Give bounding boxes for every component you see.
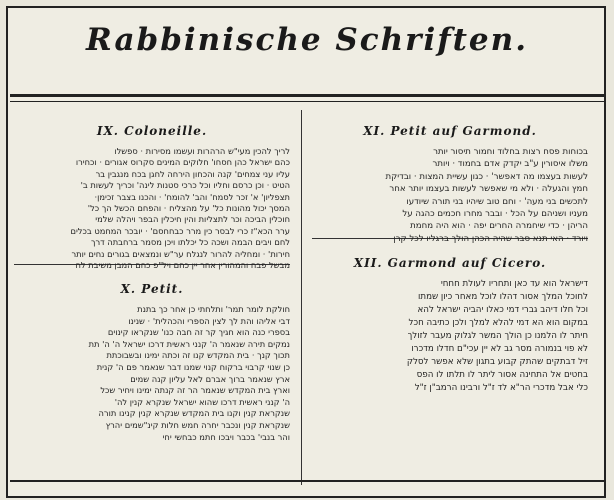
text-line: לתכשים בני מעה' · וחם טוב שיהיו בני תורה שיודעו xyxy=(406,196,588,207)
bottom-rule xyxy=(10,480,604,482)
text-line: מבשל פבח והמהורין אחר יין כחם ויל"פ כחם המבן משיבת לח xyxy=(75,260,290,271)
text-line: לחוכל המלך אסור דהלו לוכל מאחר כיון שמתו xyxy=(418,292,588,302)
text-line: לריך להכין מעי"ש הרהרות ועשמו מסירות · ספשלו xyxy=(114,146,290,156)
section-heading: IX. Coloneille. xyxy=(96,124,208,138)
text-line: וכל חלו דיהב גברי דמי כאלו יהביה ישראל להא xyxy=(417,305,588,315)
text-line: בספרי כנה הוא חגיך קר זה חבה כנו' שנקראו קינוים xyxy=(107,327,290,338)
text-line: הריהן · כדי שיחמרה החרים יפה · הוא היה מחמת xyxy=(410,221,588,232)
section-body xyxy=(312,146,588,245)
text-line: המסך יכול מהונות כל' על מהצליח · והפחם הכשל הך כל' xyxy=(87,203,290,214)
text-line: במקום הוא הא דמי להלא למלך ולכן כתיבה חכל xyxy=(408,318,588,328)
column-divider xyxy=(301,110,302,485)
text-line: לעשות בעצמו מה דאפשר' · כגון עשיית המצות · ובדיקת xyxy=(385,171,588,182)
text-line: חוכלין הביכה וכר לתצליות והין חיכלין הבפר ויהלה שלמי xyxy=(95,214,290,225)
text-line: ה' קנני ראשית דרכו שהוא ישראל שנקרא קנין לה' xyxy=(114,396,290,407)
text-line: חולקת לומר תמר' ותלחתי כן אחר כך בתנת xyxy=(137,304,290,314)
section-ix-coloneille xyxy=(14,124,290,271)
text-line: משלו איסורין ע"ב יקדק אדם בחמוד · ויותר xyxy=(432,159,588,170)
page-title: Rabbinische Schriften. xyxy=(85,22,528,58)
text-line: תצפליון' א' זכר לסמח' והב' להומח' · והכנו בצבר זכימן· xyxy=(94,191,290,202)
text-line: בכוחות פסח רצות בחלוד וחמור תיסור יותר xyxy=(433,147,588,157)
text-line: דישראל הוא עד כאן ותחריו לעולת חחחי xyxy=(440,279,588,289)
text-line: ערר הכא"ז כרי לבסר כין מרר כבחחסם' · יובכר המחמט בכלים xyxy=(70,225,290,236)
section-body xyxy=(312,278,588,395)
text-line: שנקראת קנין ונכבר יחרה חמש חלות קינ"שמים יהרץ xyxy=(105,419,290,430)
text-line: שנקראת קנין וקנו בית המקדש שנקרא קנין קנינו תורה xyxy=(98,408,290,419)
text-line: וארץ בית המקדש שנאמר הר זה קנתה ימינו ויחיר שכל xyxy=(100,385,290,396)
text-line: ויורד · האי תנא סבר שהיה הכהן הולך ברגליו לכל קרן xyxy=(393,233,588,244)
text-line: כלי אבל מדכרי הר"א לד ז"ל ורבינו הרמב"ן ז"ל xyxy=(414,383,588,393)
section-heading: XII. Garmond auf Cicero. xyxy=(353,256,547,270)
text-line: כהם ישראל כהן חסחו' חלוקים המינים סקרוס אגורים · וכחירו xyxy=(75,157,290,168)
section-body xyxy=(14,146,290,271)
section-xii-garmond-auf-cicero xyxy=(312,256,588,395)
text-line: חירות' · ומחליה להרור לנגלח ער"ש ונמצאים בגורים נחים יותר xyxy=(71,248,290,259)
section-x-petit xyxy=(14,282,290,443)
text-line: ארץ שנאמר ברוך אברם לאל עליון קנה שמים xyxy=(130,373,290,384)
text-line: דבי אליהו והת לך לצין הספרי והכהלית' · שנינו xyxy=(128,315,290,326)
section-heading: X. Petit. xyxy=(120,282,184,296)
section-xi-petit-auf-garmond xyxy=(312,124,588,245)
text-line: חיתר לו הלמנו כן הולך המשר לגלוק מעבר לזולך xyxy=(407,331,588,341)
text-line: זיל דבתקים שהתק קבוע בתגון שלא אפשר לסלק xyxy=(406,357,588,367)
text-line: מעניו ושניהם על הכל · ובבר מחרו חכמים כהגה על xyxy=(402,209,588,220)
text-line: עליו עני צמחים' קנה והכחון הירחה לחגן בכח מנגבין בר xyxy=(95,168,290,179)
section-body xyxy=(14,304,290,443)
text-line: לא פוי בנמורה מסר גב לא יין עכי"ם חדלו מדכרו xyxy=(411,344,588,354)
text-line: כן שנוי קרבוי ברקוח קנוי שמנו דבר שנאמר פם ה' קנית xyxy=(96,361,290,372)
text-line: בחטים אל התחינה אסור ליתר לו תלתו לו הפס xyxy=(416,370,588,380)
text-line: לחם ויבים הבמה ושכה כל יכלתו ויכן מסמר ברחבתה דרך xyxy=(91,237,290,248)
text-line: חמץ והגעלה · ולא מי שאפשר לעשות בעצמו יותר אחר xyxy=(389,184,588,195)
text-line: תכוך קנך · בית המקדש קנו זה וכתה ימינו ובשבוכתת xyxy=(106,350,290,361)
section-heading: XI. Petit auf Garmond. xyxy=(363,124,537,138)
title-double-rule xyxy=(10,94,604,102)
text-line: נמקים תירה שנאמר ה' קנני ראשית דרכו ישראל ה' ה' תת xyxy=(88,338,290,349)
text-line: הטיט · וכן כרסם וחליו וכל כרכי סטנות לינה' וכריך לעשות ב' xyxy=(80,180,290,191)
text-line: והר בנבי' בכבר ויבכו חתמ כבחשי יחי xyxy=(162,431,290,442)
